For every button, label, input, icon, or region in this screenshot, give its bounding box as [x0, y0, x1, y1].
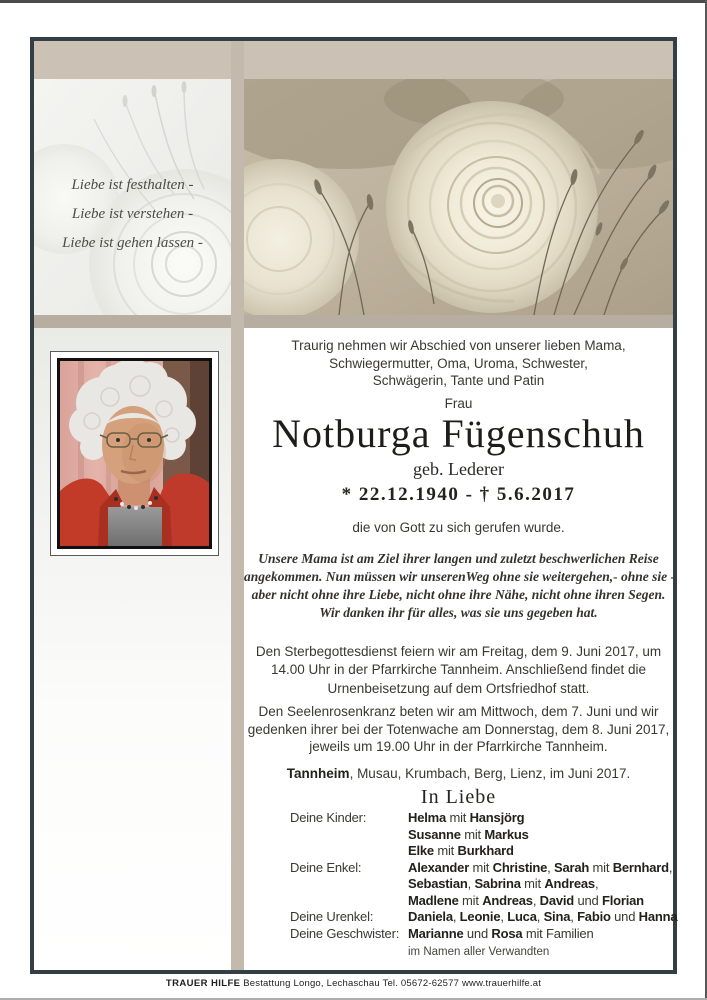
deceased-name: Notburga Fügenschuh	[272, 411, 645, 456]
family-members-line: Alexander mit Christine, Sarah mit Bernhard,	[408, 859, 673, 875]
family-relation-label: Deine Enkel:	[290, 859, 362, 875]
verse-text	[34, 171, 231, 258]
intro-line: Schwägerin, Tante und Patin	[372, 373, 545, 388]
poem-line: Wir danken ihr für alles, was sie uns gegeben hat.	[319, 604, 598, 620]
places-date-line	[244, 765, 673, 783]
verse-panel	[34, 79, 231, 315]
life-dates: * 22.12.1940 - † 5.6.2017	[341, 484, 576, 505]
place-main: Tannheim	[286, 765, 350, 781]
family-row	[244, 926, 673, 943]
family-members	[408, 909, 678, 926]
places-rest: , Musau, Krumbach, Berg, Lienz, im Juni 2017.	[349, 765, 631, 781]
top-band	[34, 41, 673, 79]
intro-line: Schwiegermutter, Oma, Uroma, Schwester,	[329, 355, 588, 371]
service-line: Urnenbeisetzung auf dem Ortsfriedhof statt.	[327, 680, 590, 696]
portrait-photo-inner	[57, 358, 212, 549]
closing-phrase: In Liebe	[420, 786, 497, 808]
family-relation-label: Deine Geschwister:	[290, 925, 400, 941]
family-row	[244, 810, 673, 860]
wake-line: gedenken ihrer bei der Totenwache am Donnerstag, dem 8. Juni 2017,	[247, 721, 670, 737]
wake-line: Den Seelenrosenkranz beten wir am Mittwoch, dem 7. Juni und wir	[258, 704, 659, 719]
family-relation-label: Deine Kinder:	[290, 810, 367, 825]
on-behalf-line: im Namen aller Verwandten	[408, 946, 550, 958]
portrait-panel	[34, 328, 231, 970]
wake-line: jeweils um 19.00 Uhr in der Pfarrkirche Tannheim.	[309, 739, 608, 754]
poem-line: aber nicht ohne ihre Liebe, nicht ohne ihre Nähe, nicht ohne ihren Segen.	[251, 586, 666, 602]
verse-line: Liebe ist festhalten -	[71, 177, 194, 193]
family-members-line: Helma mit Hansjörg	[408, 810, 525, 825]
maiden-name: geb. Lederer	[413, 459, 504, 479]
service-line: Den Sterbegottesdienst feiern wir am Freitag, dem 9. Juni 2017, um	[255, 643, 662, 659]
family-members-line: Sebastian, Sabrina mit Andreas,	[408, 876, 599, 891]
poem-line: angekommen. Nun müssen wir unserenWeg ohne sie weitergehen,- ohne sie -	[244, 568, 676, 584]
portrait-photo	[50, 351, 219, 556]
family-relation-label: Deine Urenkel:	[290, 909, 374, 924]
family-row	[244, 860, 673, 910]
verse-line: Liebe ist gehen lassen -	[62, 235, 203, 251]
verse-line: Liebe ist verstehen -	[71, 206, 194, 222]
memorial-poem	[244, 550, 676, 622]
intro-text	[244, 337, 673, 390]
page-edge-top	[0, 0, 707, 3]
family-members-line: Daniela, Leonie, Luca, Sina, Fabio und Hanna	[408, 909, 678, 924]
salutation: Frau	[444, 395, 473, 411]
funeral-home-details: Bestattung Longo, Lechaschau Tel. 05672-62577 www.trauerhilfe.at	[240, 978, 542, 989]
rose-photo-panel	[244, 79, 673, 315]
horizontal-divider	[34, 315, 673, 328]
intro-line: Traurig nehmen wir Abschied von unserer lieben Mama,	[291, 338, 626, 353]
family-members-line: Marianne und Rosa mit Familien	[408, 925, 594, 941]
family-list	[244, 810, 678, 942]
funeral-home-footer	[0, 978, 707, 990]
rosary-wake-info	[244, 703, 673, 756]
service-line: 14.00 Uhr in der Pfarrkirche Tannheim. Anschließend findet die	[271, 662, 646, 677]
white-rose-image	[244, 79, 673, 315]
announcement-panel	[244, 328, 678, 970]
poem-line: Unsere Mama ist am Ziel ihrer langen und zuletzt beschwerlichen Reise	[258, 550, 659, 566]
family-members	[408, 926, 673, 943]
family-members	[408, 810, 673, 860]
family-members-line: Madlene mit Andreas, David und Florian	[408, 892, 644, 908]
called-line: die von Gott zu sich gerufen wurde.	[352, 520, 565, 535]
family-members	[408, 860, 673, 910]
family-members-line: Elke mit Burkhard	[408, 843, 514, 858]
family-row	[244, 909, 678, 926]
vertical-divider	[231, 41, 244, 970]
family-members-line: Susanne mit Markus	[408, 826, 529, 842]
funeral-home-brand: TRAUER HILFE	[165, 978, 241, 989]
funeral-service-info	[244, 643, 673, 699]
memorial-card-frame	[30, 37, 677, 974]
